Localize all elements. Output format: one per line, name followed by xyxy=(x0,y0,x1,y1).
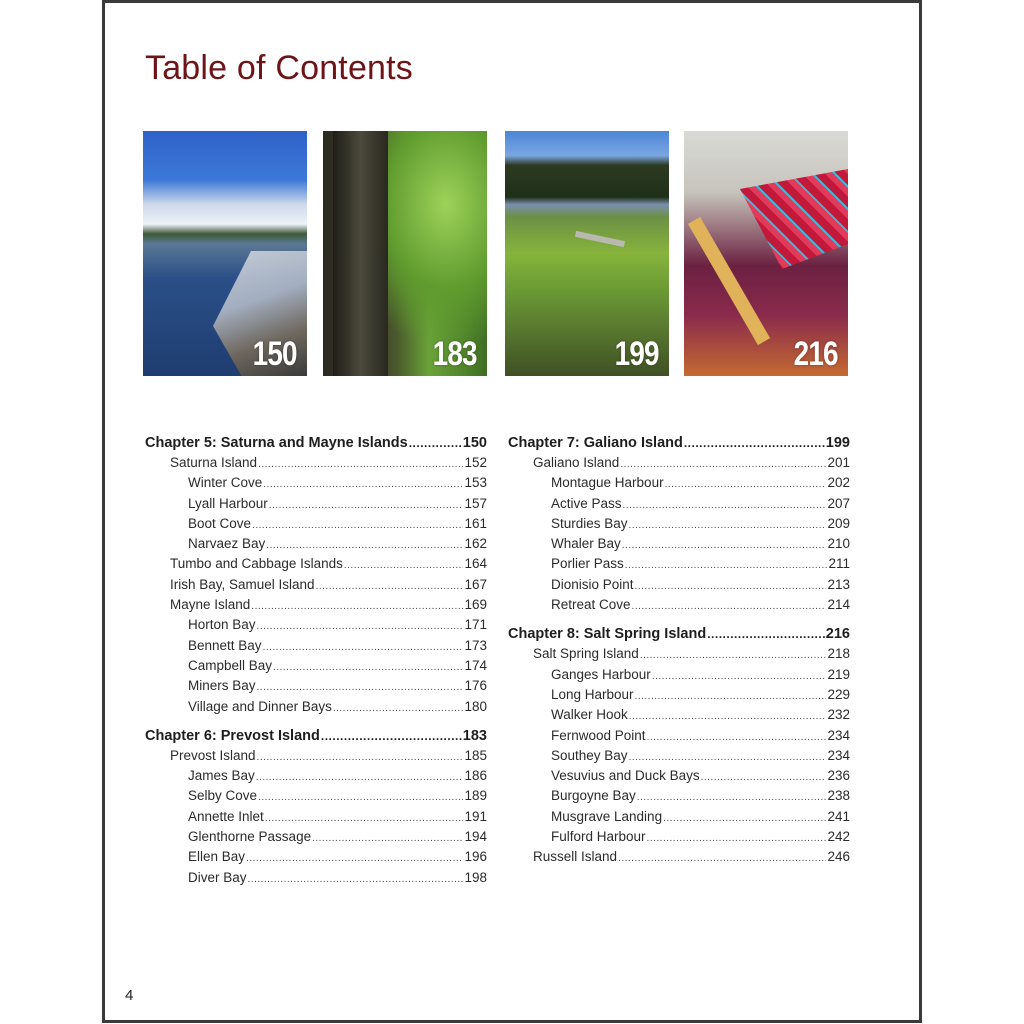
dot-leader xyxy=(632,601,827,612)
toc-entry-label: Fulford Harbour xyxy=(551,829,646,845)
toc-entry-page: 213 xyxy=(827,576,850,592)
photo-page-number: 199 xyxy=(614,335,659,373)
toc-entry-label: Dionisio Point xyxy=(551,576,634,592)
toc-entry-page: 234 xyxy=(827,747,850,763)
toc-entry[interactable] xyxy=(145,748,487,768)
toc-entry-label: Miners Bay xyxy=(188,678,256,694)
dot-leader xyxy=(252,520,463,531)
toc-entry[interactable] xyxy=(508,728,850,748)
toc-entry-label: Boot Cove xyxy=(188,515,252,531)
toc-entry-page: 189 xyxy=(464,788,487,804)
toc-entry-label: Chapter 8: Salt Spring Island xyxy=(508,626,707,643)
toc-entry-page: 214 xyxy=(827,597,850,613)
dot-leader xyxy=(333,703,464,714)
toc-entry-page: 202 xyxy=(827,475,850,491)
toc-entry-label: Fernwood Point xyxy=(551,727,646,743)
toc-entry[interactable] xyxy=(145,768,487,788)
toc-entry-page: 191 xyxy=(464,808,487,824)
toc-entry[interactable] xyxy=(145,788,487,808)
dot-leader xyxy=(647,833,827,844)
dot-leader xyxy=(663,813,826,824)
toc-entry[interactable] xyxy=(508,687,850,707)
toc-entry-label: Whaler Bay xyxy=(551,536,621,552)
dot-leader xyxy=(637,792,827,803)
toc-entry-label: Chapter 6: Prevost Island xyxy=(145,727,320,744)
toc-entry-page: 150 xyxy=(462,435,487,451)
photo-meadow xyxy=(505,131,669,376)
dot-leader xyxy=(258,459,463,470)
toc-entry-page: 152 xyxy=(464,455,487,470)
toc-entry-label: Ganges Harbour xyxy=(551,666,651,682)
dot-leader xyxy=(622,540,827,551)
toc-entry-page: 219 xyxy=(827,666,850,682)
toc-entry[interactable] xyxy=(145,658,487,678)
dot-leader xyxy=(258,792,463,803)
dot-leader xyxy=(635,581,827,592)
toc-entry-label: Southey Bay xyxy=(551,747,628,763)
toc-entry-label: Diver Bay xyxy=(188,869,247,885)
toc-entry-label: Village and Dinner Bays xyxy=(188,698,332,714)
toc-entry-page: 169 xyxy=(464,597,487,613)
toc-entry-label: Active Pass xyxy=(551,495,622,511)
toc-entry-label: Narvaez Bay xyxy=(188,536,266,552)
toc-entry-page: 157 xyxy=(464,495,487,511)
dot-leader xyxy=(269,500,464,511)
toc-entry-page: 238 xyxy=(827,788,850,804)
photo-page-number: 216 xyxy=(793,335,838,373)
toc-entry-page: 209 xyxy=(827,515,850,531)
toc-entry[interactable] xyxy=(508,707,850,727)
dot-leader xyxy=(665,479,827,490)
toc-column-left xyxy=(145,435,487,890)
toc-entry-page: 241 xyxy=(827,808,850,824)
toc-entry[interactable] xyxy=(508,577,850,597)
toc-entry[interactable] xyxy=(508,597,850,617)
photo-forest xyxy=(323,131,487,376)
toc-entry-label: Galiano Island xyxy=(533,455,620,470)
toc-entry[interactable] xyxy=(145,577,487,597)
dot-leader xyxy=(629,711,827,722)
toc-chapter-entry[interactable] xyxy=(508,435,850,455)
dot-leader xyxy=(618,853,826,864)
toc-entry[interactable] xyxy=(508,809,850,829)
toc-entry-label: Russell Island xyxy=(533,849,618,865)
toc-entry-page: 183 xyxy=(462,727,487,744)
toc-entry-page: 161 xyxy=(464,515,487,531)
toc-entry-label: Walker Hook xyxy=(551,707,628,723)
toc-entry-label: Annette Inlet xyxy=(188,808,264,824)
toc-entry[interactable] xyxy=(145,597,487,617)
page-title: Table of Contents xyxy=(145,49,414,87)
toc-entry[interactable] xyxy=(145,849,487,869)
dot-leader xyxy=(647,732,827,743)
dot-leader xyxy=(263,479,463,490)
toc-entry[interactable] xyxy=(508,556,850,576)
toc-entry-label: Montague Harbour xyxy=(551,475,664,491)
toc-entry-page: 234 xyxy=(827,727,850,743)
toc-entry-label: Mayne Island xyxy=(170,597,251,613)
toc-entry-label: James Bay xyxy=(188,768,255,784)
toc-entry-label: Irish Bay, Samuel Island xyxy=(170,576,315,592)
toc-entry[interactable] xyxy=(145,699,487,719)
toc-entry-label: Lyall Harbour xyxy=(188,495,268,511)
dot-leader xyxy=(263,642,464,653)
dot-leader xyxy=(257,682,464,693)
page-number: 4 xyxy=(125,987,134,1004)
section-gap xyxy=(145,719,487,728)
stand-shape xyxy=(688,217,770,345)
toc-entry[interactable] xyxy=(145,516,487,536)
toc-entry-page: 201 xyxy=(827,455,850,470)
toc-entry[interactable] xyxy=(145,556,487,576)
toc-entry-page: 186 xyxy=(464,768,487,784)
toc-entry-page: 153 xyxy=(464,475,487,491)
dot-leader xyxy=(625,560,828,571)
dot-leader xyxy=(640,650,827,661)
dot-leader xyxy=(629,752,827,763)
toc-entry-page: 167 xyxy=(464,576,487,592)
toc-entry[interactable] xyxy=(508,667,850,687)
toc-entry-label: Horton Bay xyxy=(188,617,256,633)
toc-entry-label: Prevost Island xyxy=(170,747,256,763)
toc-entry-page: 207 xyxy=(827,495,850,511)
toc-column-right xyxy=(508,435,850,870)
dot-leader xyxy=(312,833,463,844)
toc-entry-page: 216 xyxy=(825,626,850,643)
dot-leader xyxy=(321,729,462,743)
toc-entry-page: 198 xyxy=(464,869,487,885)
toc-entry-page: 229 xyxy=(827,686,850,702)
toc-entry[interactable] xyxy=(508,748,850,768)
toc-entry[interactable] xyxy=(508,788,850,808)
toc-entry-label: Campbell Bay xyxy=(188,657,273,673)
toc-entry-page: 194 xyxy=(464,829,487,845)
toc-entry-page: 173 xyxy=(464,637,487,653)
toc-entry-page: 242 xyxy=(827,829,850,845)
toc-entry[interactable] xyxy=(145,496,487,516)
dot-leader xyxy=(629,520,827,531)
dot-leader xyxy=(635,691,827,702)
toc-entry-page: 246 xyxy=(827,849,850,865)
toc-entry-label: Sturdies Bay xyxy=(551,515,628,531)
toc-chapter-entry[interactable] xyxy=(145,728,487,748)
toc-entry[interactable] xyxy=(145,455,487,475)
dot-leader xyxy=(344,560,464,571)
log-shape xyxy=(575,231,625,247)
toc-chapter-entry[interactable] xyxy=(508,626,850,646)
toc-entry[interactable] xyxy=(508,536,850,556)
toc-entry-page: 180 xyxy=(464,698,487,714)
dot-leader xyxy=(266,540,463,551)
toc-entry[interactable] xyxy=(508,496,850,516)
toc-entry[interactable] xyxy=(145,678,487,698)
dot-leader xyxy=(257,752,464,763)
toc-entry-label: Vesuvius and Duck Bays xyxy=(551,768,700,784)
dot-leader xyxy=(707,627,825,641)
toc-entry-page: 174 xyxy=(464,657,487,673)
toc-entry-page: 236 xyxy=(827,768,850,784)
dot-leader xyxy=(273,662,463,673)
toc-entry-label: Ellen Bay xyxy=(188,849,246,865)
toc-entry-label: Saturna Island xyxy=(170,455,258,470)
dot-leader xyxy=(620,459,826,470)
toc-entry-page: 162 xyxy=(464,536,487,552)
toc-entry[interactable] xyxy=(145,475,487,495)
photo-marina xyxy=(143,131,307,376)
document-page xyxy=(102,0,922,1023)
toc-entry-label: Selby Cove xyxy=(188,788,258,804)
toc-entry-page: 171 xyxy=(464,617,487,633)
toc-entry-page: 176 xyxy=(464,678,487,694)
toc-entry-page: 211 xyxy=(828,556,850,572)
toc-entry[interactable] xyxy=(145,638,487,658)
toc-entry-label: Musgrave Landing xyxy=(551,808,663,824)
toc-entry[interactable] xyxy=(508,768,850,788)
dot-leader xyxy=(248,874,464,885)
toc-entry-label: Tumbo and Cabbage Islands xyxy=(170,556,343,572)
dot-leader xyxy=(265,813,464,824)
dot-leader xyxy=(257,621,464,632)
dot-leader xyxy=(246,853,463,864)
dot-leader xyxy=(623,500,827,511)
toc-entry-label: Retreat Cove xyxy=(551,597,631,613)
toc-entry-label: Chapter 7: Galiano Island xyxy=(508,435,683,451)
toc-entry-page: 185 xyxy=(464,747,487,763)
toc-entry-label: Chapter 5: Saturna and Mayne Islands xyxy=(145,435,408,451)
toc-entry-page: 232 xyxy=(827,707,850,723)
toc-entry[interactable] xyxy=(508,646,850,666)
tree-trunk-shape xyxy=(333,131,388,376)
toc-entry[interactable] xyxy=(508,516,850,536)
toc-entry-page: 164 xyxy=(464,556,487,572)
photo-page-number: 183 xyxy=(432,335,477,373)
toc-entry[interactable] xyxy=(145,809,487,829)
toc-entry[interactable] xyxy=(508,849,850,869)
toc-entry-label: Salt Spring Island xyxy=(533,646,639,662)
toc-entry-label: Winter Cove xyxy=(188,475,263,491)
berry-crates-shape xyxy=(728,169,848,269)
toc-entry-label: Long Harbour xyxy=(551,686,634,702)
toc-entry[interactable] xyxy=(508,455,850,475)
dot-leader xyxy=(409,436,462,450)
toc-entry[interactable] xyxy=(145,617,487,637)
dot-leader xyxy=(251,601,463,612)
section-gap xyxy=(508,617,850,626)
toc-entry[interactable] xyxy=(508,475,850,495)
dot-leader xyxy=(684,436,825,450)
toc-entry-label: Glenthorne Passage xyxy=(188,829,312,845)
toc-entry-page: 218 xyxy=(827,646,850,662)
toc-entry[interactable] xyxy=(508,829,850,849)
dot-leader xyxy=(652,671,827,682)
toc-entry-page: 210 xyxy=(827,536,850,552)
dot-leader xyxy=(256,772,464,783)
toc-entry-label: Porlier Pass xyxy=(551,556,624,572)
toc-entry[interactable] xyxy=(145,870,487,890)
dot-leader xyxy=(701,772,827,783)
photo-market xyxy=(684,131,848,376)
toc-entry-label: Bennett Bay xyxy=(188,637,262,653)
toc-entry-page: 196 xyxy=(464,849,487,865)
toc-entry-label: Burgoyne Bay xyxy=(551,788,636,804)
photo-page-number: 150 xyxy=(252,335,297,373)
toc-chapter-entry[interactable] xyxy=(145,435,487,455)
toc-entry[interactable] xyxy=(145,829,487,849)
toc-entry[interactable] xyxy=(145,536,487,556)
dot-leader xyxy=(316,581,464,592)
toc-entry-page: 199 xyxy=(825,435,850,451)
